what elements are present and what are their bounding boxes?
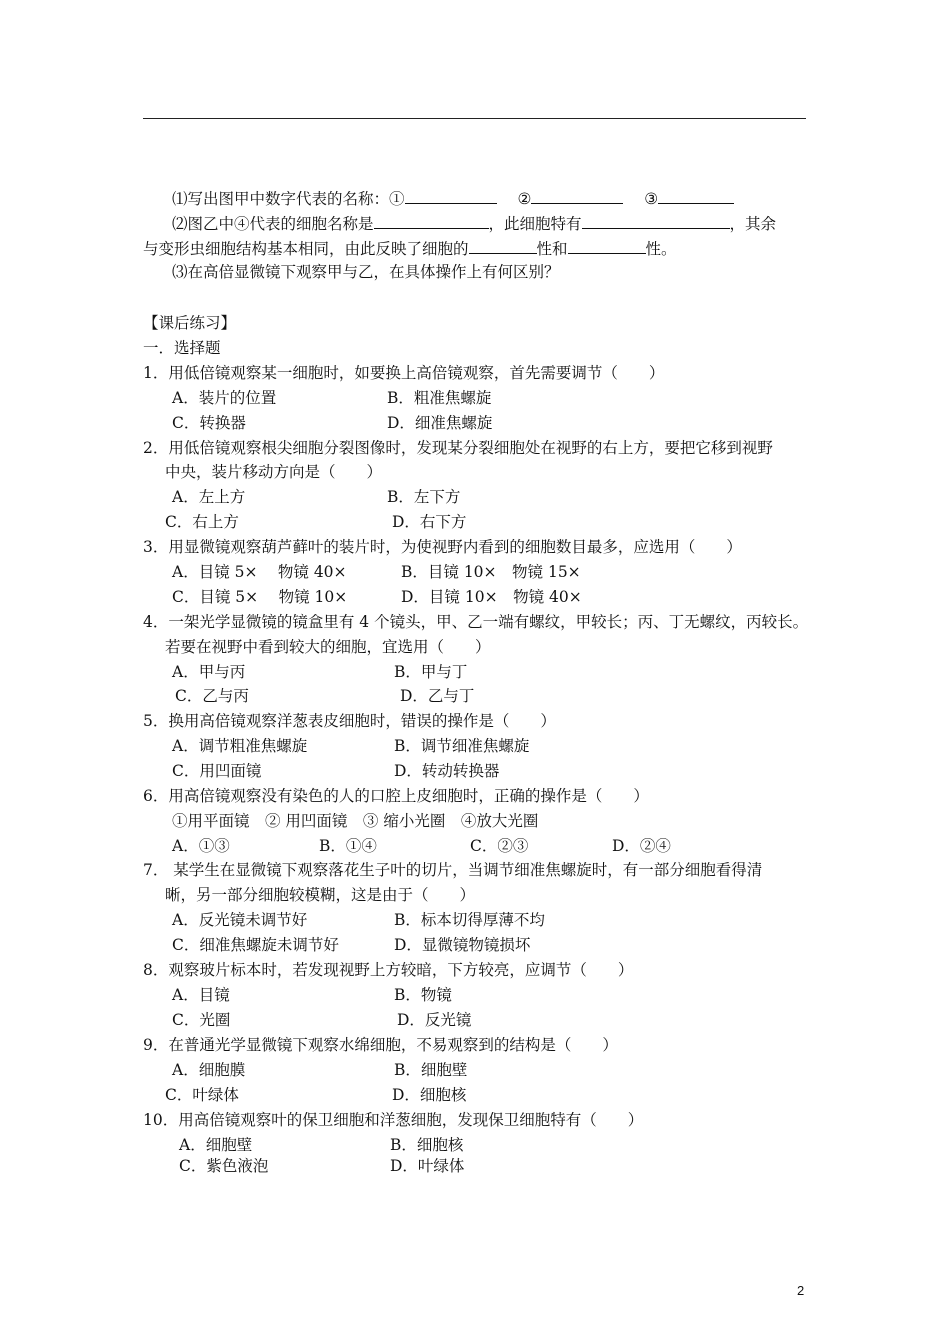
part2-text-e: 性和 [536,240,568,258]
option-a[interactable]: A．反光镜未调节好 [172,911,308,929]
question-stem: 8．观察玻片标本时，若发现视野上方较暗，下方较亮，应调节（ ） [143,961,634,979]
question-stem: 7． 某学生在显微镜下观察落花生子叶的切片，当调节细准焦螺旋时，有一部分细胞看得清 [143,861,763,879]
answer-blank-7[interactable] [568,238,646,254]
section-title: 【课后练习】 [143,314,237,332]
option-b[interactable]: B．细胞壁 [394,1061,468,1079]
option-c[interactable]: C．紫色液泡 [179,1157,269,1175]
option-c[interactable]: C．目镜 5× 物镜 10× [172,588,348,606]
option-d[interactable]: D．显微镜物镜损坏 [394,936,531,954]
part2-text-a: ⑵图乙中④代表的细胞名称是 [172,215,374,233]
question-part-2 [172,213,776,234]
question-stem: 2．用低倍镜观察根尖细胞分裂图像时，发现某分裂细胞处在视野的右上方，要把它移到视野 [143,439,773,457]
question-stem: 5．换用高倍镜观察洋葱表皮细胞时，错误的操作是（ ） [143,712,556,730]
option-d[interactable]: D．转动转换器 [394,762,500,780]
question-stem: 3．用显微镜观察葫芦藓叶的装片时，为使视野内看到的细胞数目最多，应选用（ ） [143,538,742,556]
answer-blank-1[interactable] [405,188,497,204]
option-d[interactable]: D．细胞核 [392,1086,467,1104]
question-stem: 6．用高倍镜观察没有染色的人的口腔上皮细胞时，正确的操作是（ ） [143,787,649,805]
question-part-2-cont [143,238,677,259]
part2-text-c: ，其余 [729,215,777,233]
option-a[interactable]: A．调节粗准焦螺旋 [172,737,308,755]
part2-text-d: 与变形虫细胞结构基本相同，由此反映了细胞的 [143,240,469,258]
option-c[interactable]: C．乙与丙 [175,687,249,705]
part1-label-3: ③ [644,190,659,208]
subsection-title: 一．选择题 [143,339,221,357]
option-c[interactable]: C．右上方 [165,513,239,531]
option-d[interactable]: D．细准焦螺旋 [387,414,493,432]
option-c[interactable]: C．光圈 [172,1011,231,1029]
option-b[interactable]: B．物镜 [394,986,452,1004]
option-c[interactable]: C．②③ [470,837,529,855]
answer-blank-2[interactable] [531,188,623,204]
question-stem-cont: 中央，装片移动方向是（ ） [165,463,383,481]
option-a[interactable]: A．目镜 [172,986,230,1004]
option-b[interactable]: B．细胞核 [390,1136,464,1154]
question-stem: 10．用高倍镜观察叶的保卫细胞和洋葱细胞，发现保卫细胞特有（ ） [143,1111,644,1129]
option-b[interactable]: B．调节细准焦螺旋 [394,737,530,755]
option-a[interactable]: A．甲与丙 [172,663,246,681]
option-b[interactable]: B．①④ [319,837,377,855]
option-b[interactable]: B．标本切得厚薄不均 [394,911,545,929]
option-d[interactable]: D．反光镜 [397,1011,472,1029]
option-b[interactable]: B．甲与丁 [394,663,468,681]
option-a[interactable]: A．左上方 [172,488,246,506]
option-d[interactable]: D．乙与丁 [400,687,475,705]
part2-text-f: 性。 [645,240,677,258]
option-c[interactable]: C．叶绿体 [165,1086,239,1104]
option-a[interactable]: A．细胞膜 [172,1061,246,1079]
header-rule [143,118,806,119]
answer-blank-4[interactable] [374,213,489,229]
question-stem: 1．用低倍镜观察某一细胞时，如要换上高倍镜观察，首先需要调节（ ） [143,364,665,382]
part1-text: ⑴写出图甲中数字代表的名称：① [172,190,405,208]
option-a[interactable]: A．细胞壁 [179,1136,253,1154]
question-stem-cont: ①用平面镜 ② 用凹面镜 ③ 缩小光圈 ④放大光圈 [172,812,539,830]
option-a[interactable]: A．目镜 5× 物镜 40× [172,563,347,581]
option-b[interactable]: B．目镜 10× 物镜 15× [401,563,581,581]
answer-blank-3[interactable] [658,188,734,204]
option-a[interactable]: A．装片的位置 [172,389,277,407]
part2-text-b: ，此细胞特有 [488,215,582,233]
part1-label-2: ② [517,190,532,208]
question-stem: 4．一架光学显微镜的镜盒里有 4 个镜头，甲、乙一端有螺纹，甲较长；丙、丁无螺纹，丙较长。 [143,613,809,631]
option-b[interactable]: B．左下方 [387,488,461,506]
page-number: 2 [797,1283,805,1298]
question-part-3: ⑶在高倍显微镜下观察甲与乙，在具体操作上有何区别？ [172,263,560,281]
option-d[interactable]: D．叶绿体 [390,1157,465,1175]
option-b[interactable]: B．粗准焦螺旋 [387,389,492,407]
option-c[interactable]: C．转换器 [172,414,246,432]
option-d[interactable]: D．②④ [612,837,671,855]
answer-blank-5[interactable] [582,213,730,229]
question-stem-cont: 若要在视野中看到较大的细胞，宜选用（ ） [165,638,491,656]
answer-blank-6[interactable] [469,238,537,254]
option-c[interactable]: C．细准焦螺旋未调节好 [172,936,339,954]
question-part-1 [172,188,734,209]
option-d[interactable]: D．目镜 10× 物镜 40× [401,588,582,606]
question-stem: 9．在普通光学显微镜下观察水绵细胞，不易观察到的结构是（ ） [143,1036,618,1054]
question-stem-cont: 晰，另一部分细胞较模糊，这是由于（ ） [165,886,476,904]
option-a[interactable]: A．①③ [172,837,230,855]
option-c[interactable]: C．用凹面镜 [172,762,262,780]
option-d[interactable]: D．右下方 [392,513,467,531]
